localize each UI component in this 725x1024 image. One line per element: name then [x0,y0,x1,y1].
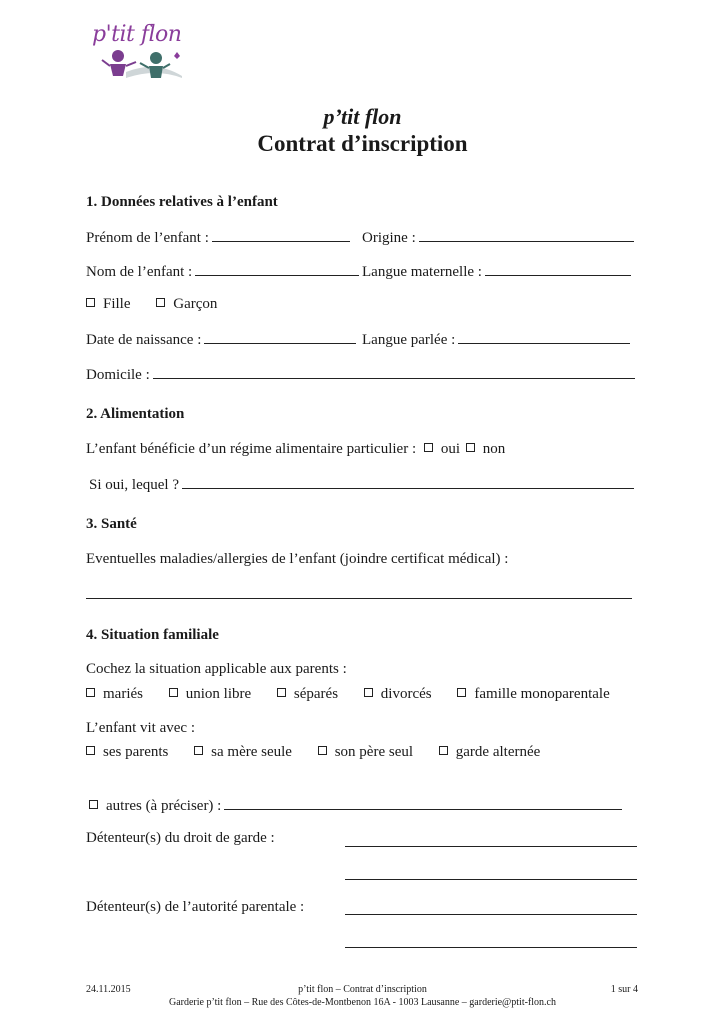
other-field[interactable] [224,796,622,810]
logo-text-flon: flon [140,22,182,47]
parents-situation-options [86,686,632,703]
option-married[interactable]: mariés [86,686,143,703]
lives-with-label: L’enfant vit avec : [86,720,195,736]
document-subtitle: Contrat d’inscription [257,131,468,156]
section-1-title: 1. Données relatives à l’enfant [86,194,278,210]
section-3-title: 3. Santé [86,516,137,532]
option-divorced[interactable]: divorcés [364,686,432,703]
origin-row [362,228,634,247]
gender-option-girl[interactable]: Fille [86,296,131,313]
origin-field[interactable] [419,228,634,242]
custody-holder-field-1[interactable] [345,846,637,847]
checkbox-icon[interactable] [86,298,95,307]
checkbox-icon[interactable] [86,688,95,697]
diet-option-no[interactable]: non [466,441,506,457]
footer-title: p’tit flon – Contrat d’inscription [298,984,427,995]
checkbox-icon[interactable] [318,746,327,755]
option-separated[interactable]: séparés [277,686,338,703]
gender-option-boy[interactable]: Garçon [156,296,217,313]
section-4-title: 4. Situation familiale [86,627,219,643]
footer-date: 24.11.2015 [86,984,131,995]
option-both-parents[interactable]: ses parents [86,744,168,761]
first-name-field[interactable] [212,228,350,242]
checkbox-icon[interactable] [457,688,466,697]
checkbox-icon[interactable] [424,443,433,452]
birth-date-row [86,330,356,349]
custody-holder-field-2[interactable] [345,879,637,880]
spoken-language-field[interactable] [458,330,630,344]
option-single-parent[interactable]: famille monoparentale [457,686,609,703]
section-2-title: 2. Alimentation [86,406,185,422]
diet-option-yes[interactable]: oui [424,441,460,457]
parental-authority-label: Détenteur(s) de l’autorité parentale : [86,899,305,915]
footer-page-number: 1 sur 4 [610,984,638,995]
gender-row [86,296,239,313]
address-field[interactable] [153,365,635,379]
birth-date-field[interactable] [204,330,356,344]
option-mother-only[interactable]: sa mère seule [194,744,292,761]
other-row [89,796,622,815]
checkbox-icon[interactable] [169,688,178,697]
option-other[interactable]: autres (à préciser) : [89,798,221,814]
diet-detail-field[interactable] [182,475,634,489]
allergies-field[interactable] [86,598,632,599]
spoken-language-label: Langue parlée : [362,332,456,348]
first-name-row [86,228,350,247]
parental-authority-field-2[interactable] [345,947,637,948]
birth-date-label: Date de naissance : [86,332,202,348]
allergies-label: Eventuelles maladies/allergies de l’enfant (joindre certificat médical) : [86,551,509,567]
diet-question: L’enfant bénéficie d’un régime alimentaire particulier : [86,441,417,457]
custody-holder-label: Détenteur(s) du droit de garde : [86,830,275,846]
diet-detail-row [89,475,634,494]
last-name-row [86,262,359,281]
lives-with-options [86,744,562,761]
logo-text-ptit: p'tit [92,22,141,47]
checkbox-icon[interactable] [277,688,286,697]
checkbox-icon[interactable] [194,746,203,755]
checkbox-icon[interactable] [364,688,373,697]
address-label: Domicile : [86,367,150,383]
footer-address: Garderie p’tit flon – Rue des Côtes-de-Montbenon 16A - 1003 Lausanne – garderie@ptit-flon.ch [169,997,556,1008]
diet-row [86,441,505,458]
mother-tongue-field[interactable] [485,262,631,276]
first-name-label: Prénom de l’enfant : [86,230,209,246]
option-civil-union[interactable]: union libre [169,686,251,703]
checkbox-icon[interactable] [89,800,98,809]
checkbox-icon[interactable] [156,298,165,307]
last-name-field[interactable] [195,262,359,276]
parental-authority-field-1[interactable] [345,914,637,915]
spoken-language-row [362,330,630,349]
logo [86,20,186,82]
diet-detail-label: Si oui, lequel ? [89,477,179,493]
checkbox-icon[interactable] [439,746,448,755]
address-row [86,365,635,384]
last-name-label: Nom de l’enfant : [86,264,193,280]
document-title: p’tit flon [323,104,402,129]
parents-situation-label: Cochez la situation applicable aux parents : [86,661,347,677]
origin-label: Origine : [362,230,416,246]
mother-tongue-row [362,262,631,281]
mother-tongue-label: Langue maternelle : [362,264,482,280]
children-illustration-icon [86,20,186,82]
option-father-only[interactable]: son père seul [318,744,413,761]
checkbox-icon[interactable] [466,443,475,452]
option-shared-custody[interactable]: garde alternée [439,744,541,761]
checkbox-icon[interactable] [86,746,95,755]
